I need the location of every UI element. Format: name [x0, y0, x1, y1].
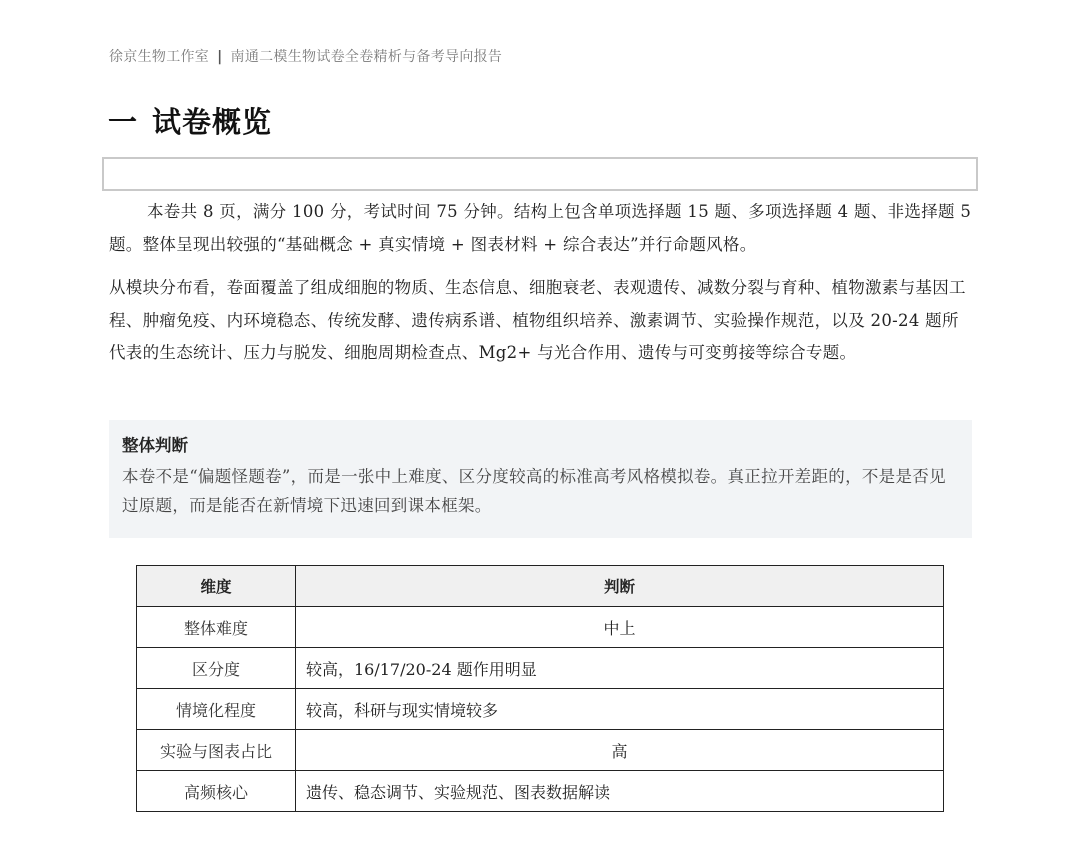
header-separator: |: [217, 49, 223, 65]
overall-judgment-callout: [109, 420, 972, 538]
report-title: 南通二模生物试卷全卷精析与备考导向报告: [230, 49, 503, 65]
running-header: [109, 46, 502, 66]
row-dimension: 整体难度: [137, 607, 296, 648]
row-judgment: 较高，16/17/20-24 题作用明显: [296, 648, 944, 689]
row-judgment: 较高，科研与现实情境较多: [296, 689, 944, 730]
table-row: [137, 689, 944, 730]
section-number: 一: [108, 105, 139, 139]
callout-body: 本卷不是“偏题怪题卷”，而是一张中上难度、区分度较高的标准高考风格模拟卷。真正拉开差距的，不是是否见过原题，而是能否在新情境下迅速回到课本框架。: [122, 467, 946, 515]
row-judgment: 遗传、稳态调节、实验规范、图表数据解读: [296, 771, 944, 812]
module-distribution-paragraph: 从模块分布看，卷面覆盖了组成细胞的物质、生态信息、细胞衰老、表观遗传、减数分裂与育种、植物激素与基因工程、肿瘤免疫、内环境稳态、传统发酵、遗传病系谱、植物组织培养、激素调节、实验操作规范，以及 20-24 题所代表的生态统计、压力与脱发、细胞周期检查点、Mg2+ 与光合作用、遗传与可变剪接等综合专题。: [109, 278, 966, 362]
row-dimension: 高频核心: [137, 771, 296, 812]
section-heading: [108, 100, 272, 141]
callout-title: 整体判断: [122, 436, 188, 455]
overview-paragraph: 本卷共 8 页，满分 100 分，考试时间 75 分钟。结构上包含单项选择题 15 题、多项选择题 4 题、非选择题 5 题。整体呈现出较强的“基础概念 + 真实情境 + 图表材料 + 综合表达”并行命题风格。: [109, 202, 972, 254]
studio-name: 徐京生物工作室: [109, 49, 210, 65]
row-judgment: 高: [296, 730, 944, 771]
summary-table: [136, 565, 944, 812]
empty-frame: [102, 157, 978, 191]
row-dimension: 区分度: [137, 648, 296, 689]
table-row: [137, 730, 944, 771]
table-row: [137, 648, 944, 689]
row-judgment: 中上: [296, 607, 944, 648]
table-header-row: [137, 566, 944, 607]
table-row: [137, 771, 944, 812]
row-dimension: 实验与图表占比: [137, 730, 296, 771]
row-dimension: 情境化程度: [137, 689, 296, 730]
table-row: [137, 607, 944, 648]
section-title: 试卷概览: [152, 105, 273, 139]
header-judgment: 判断: [296, 566, 944, 607]
header-dimension: 维度: [137, 566, 296, 607]
